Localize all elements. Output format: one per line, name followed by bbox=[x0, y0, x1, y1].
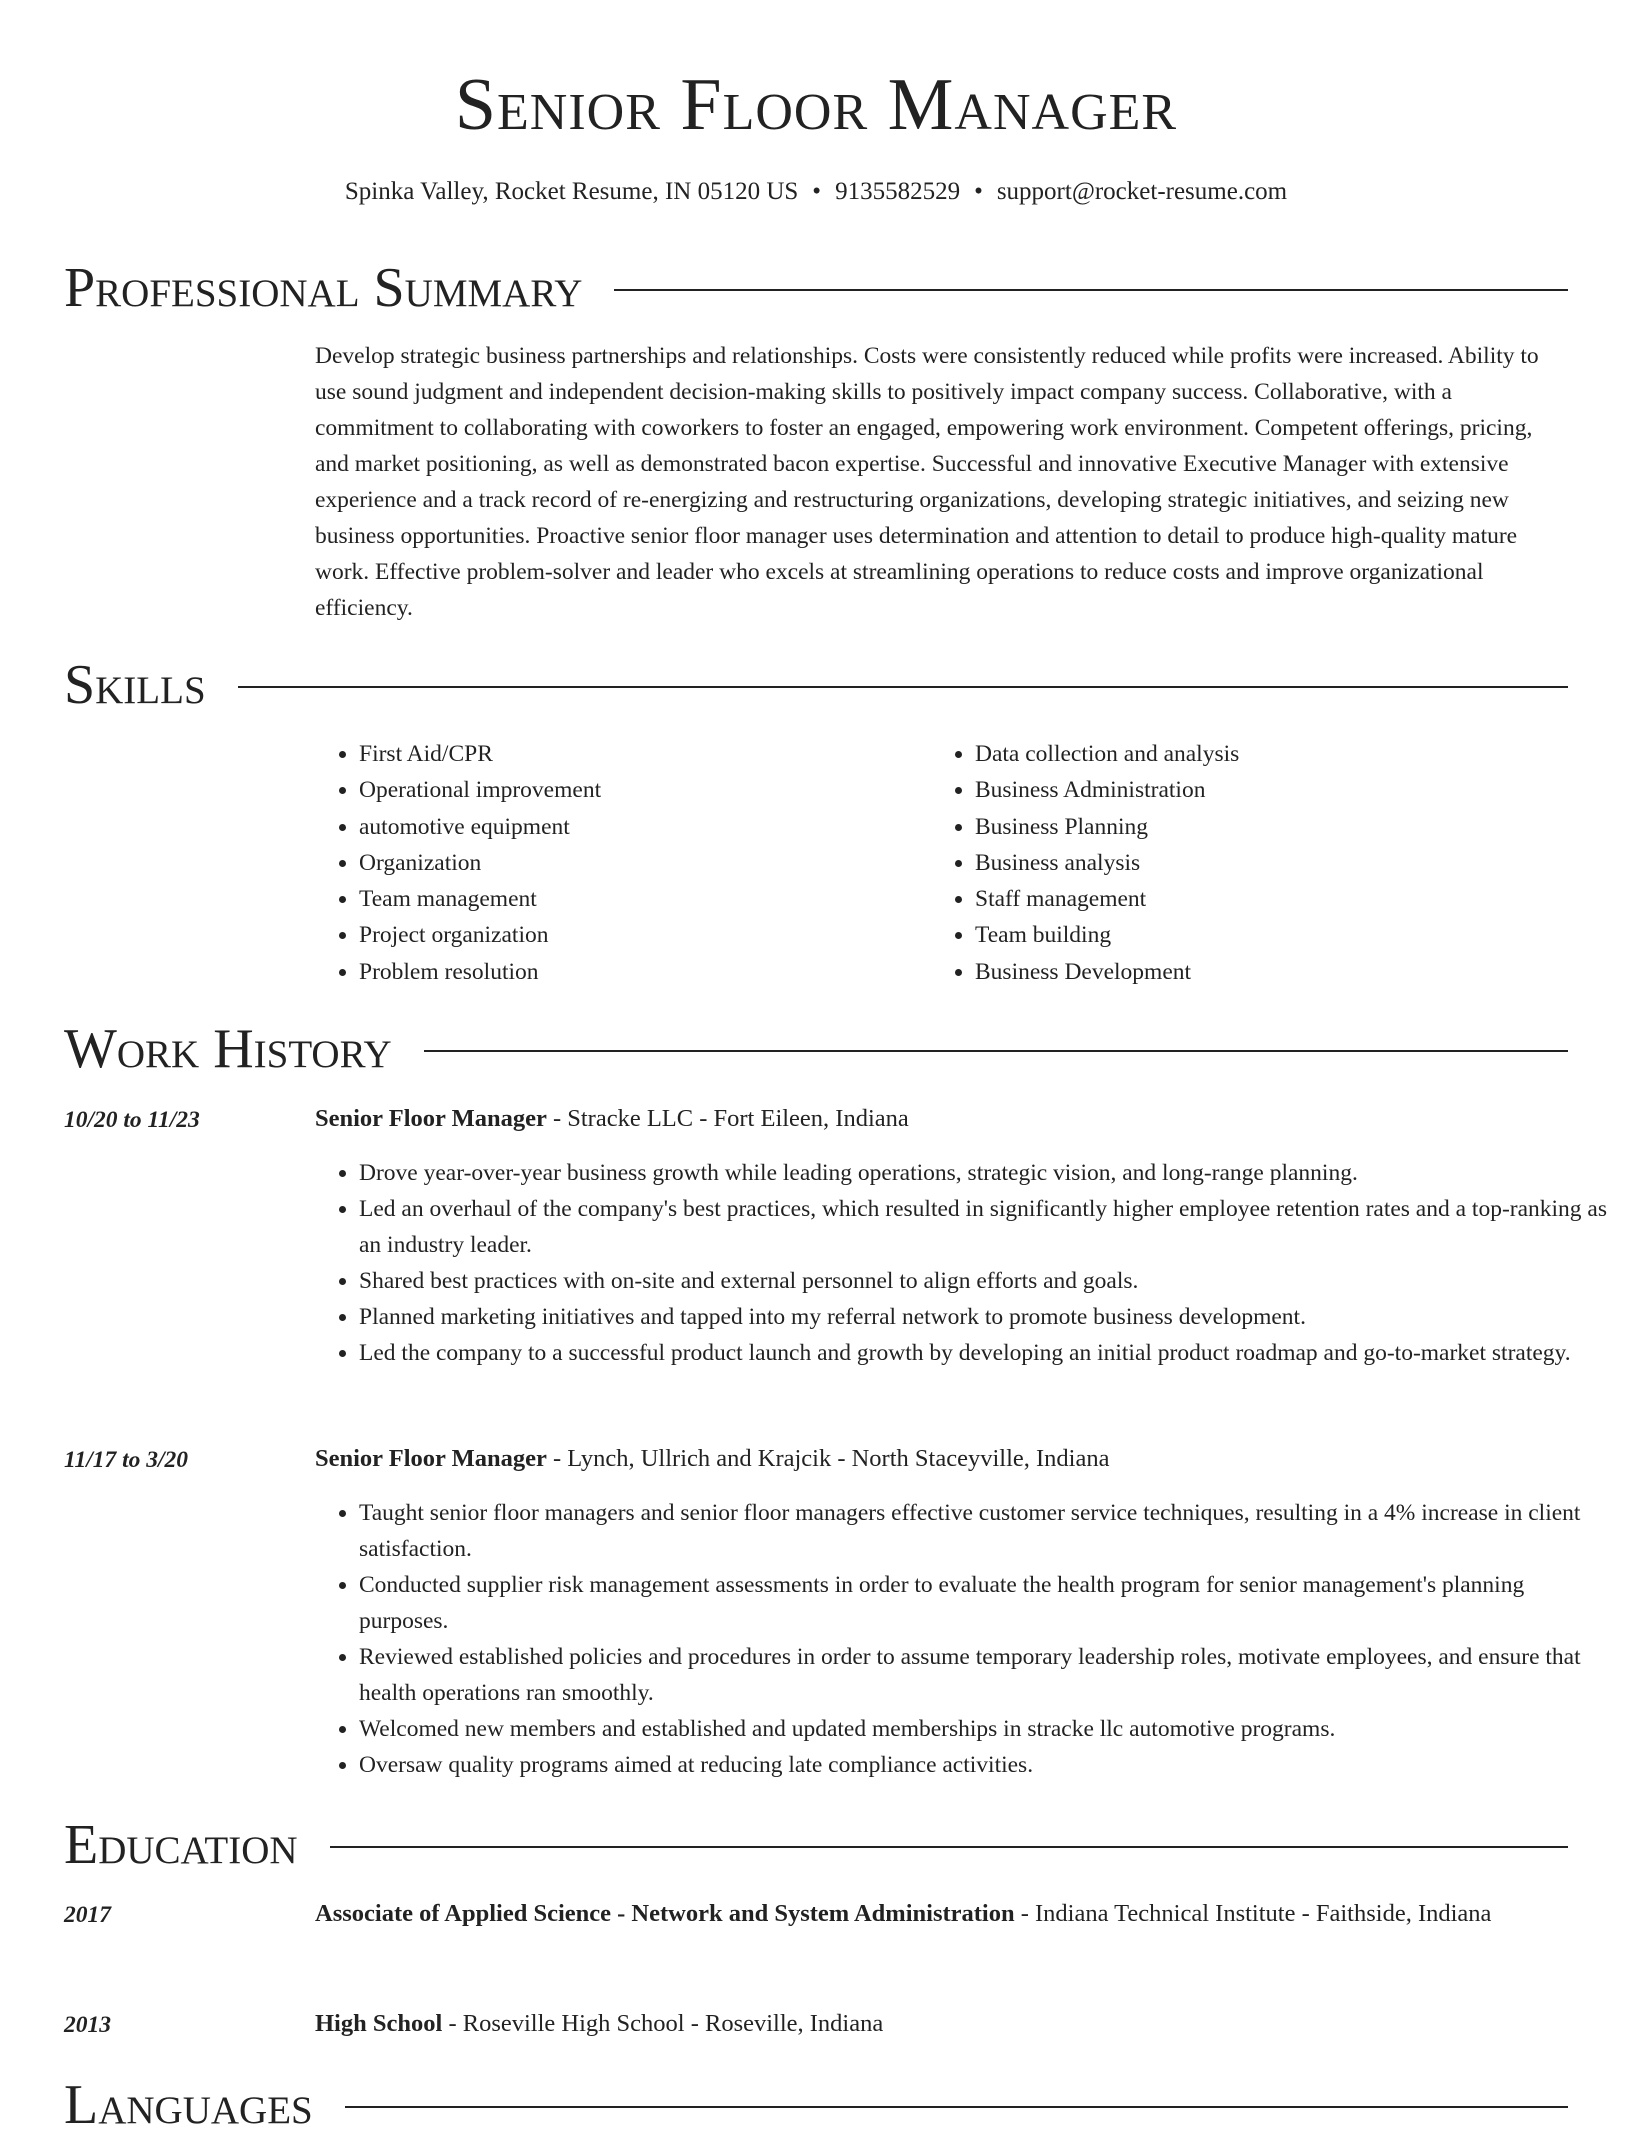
job-position: Senior Floor Manager bbox=[315, 1105, 547, 1132]
section-divider bbox=[345, 2106, 1568, 2108]
languages-section-header bbox=[64, 2075, 1568, 2135]
job-dates: 10/20 to 11/23 bbox=[64, 1107, 200, 1133]
separator-dot: • bbox=[974, 178, 983, 205]
job-bullet: • Shared best practices with on-site and external personnel to align efforts and goals. bbox=[359, 1263, 1612, 1299]
skill-item: • Business Administration bbox=[975, 772, 1575, 808]
job-header bbox=[315, 1440, 1568, 1478]
skill-item: • Project organization bbox=[359, 917, 919, 953]
job-dates: 11/17 to 3/20 bbox=[64, 1447, 189, 1473]
skill-item: • Data collection and analysis bbox=[975, 736, 1575, 772]
job-position: Senior Floor Manager bbox=[315, 1445, 547, 1472]
education-year: 2017 bbox=[64, 1902, 111, 1928]
phone-text: 9135582529 bbox=[835, 178, 961, 205]
skills-list-right bbox=[931, 736, 1575, 990]
job-bullet: • Planned marketing initiatives and tapped into my referral network to promote business development. bbox=[359, 1299, 1612, 1335]
languages-heading: Languages bbox=[64, 2074, 313, 2136]
section-divider bbox=[614, 289, 1568, 291]
work-section-header bbox=[64, 1019, 1568, 1079]
education-school: - Indiana Technical Institute - Faithside, Indiana bbox=[1014, 1900, 1492, 1927]
education-degree: High School bbox=[315, 2010, 443, 2037]
candidate-name: Senior Floor Manager bbox=[454, 64, 1178, 146]
skill-item: • Operational improvement bbox=[359, 772, 919, 808]
education-entry bbox=[315, 1895, 1568, 1933]
skill-item: • Problem resolution bbox=[359, 954, 919, 990]
section-divider bbox=[238, 686, 1568, 688]
job-company: - Lynch, Ullrich and Krajcik - North Staceyville, Indiana bbox=[546, 1445, 1110, 1472]
work-heading: Work History bbox=[64, 1018, 392, 1080]
contact-line bbox=[0, 174, 1632, 210]
job-bullet: • Drove year-over-year business growth while leading operations, strategic vision, and long-range planning. bbox=[359, 1155, 1612, 1191]
skill-item: • Business Development bbox=[975, 954, 1575, 990]
skill-item: • automotive equipment bbox=[359, 809, 919, 845]
job-bullet: • Welcomed new members and established and updated memberships in stracke llc automotive programs. bbox=[359, 1711, 1612, 1747]
summary-text: Develop strategic business partnerships and relationships. Costs were consistently reduced while profits were increased. Ability to use sound judgment and independent decision-making skills to positively impact company success. Collaborative, with a commitment to collaborating with coworkers to foster an engaged, empowering work environment. Competent offerings, pricing, and market positioning, as well as demonstrated bacon expertise. Successful and innovative Executive Manager with extensive experience and a track record of re-energizing and restructuring organizations, developing strategic initiatives, and seizing new business opportunities. Proactive senior floor manager uses determination and attention to detail to produce high-quality mature work. Effective problem-solver and leader who excels at streamlining operations to reduce costs and improve organizational efficiency. bbox=[315, 343, 1539, 621]
education-degree: Associate of Applied Science - Network and System Administration bbox=[315, 1900, 1015, 1927]
skill-item: • Organization bbox=[359, 845, 919, 881]
skill-item: • Staff management bbox=[975, 881, 1575, 917]
section-divider bbox=[330, 1846, 1568, 1848]
skill-item: • Team management bbox=[359, 881, 919, 917]
education-school: - Roseville High School - Roseville, Indiana bbox=[442, 2010, 884, 2037]
education-year: 2013 bbox=[64, 2012, 111, 2038]
job-bullet: • Oversaw quality programs aimed at reducing late compliance activities. bbox=[359, 1747, 1612, 1783]
address-text: Spinka Valley, Rocket Resume, IN 05120 US bbox=[344, 178, 799, 205]
job-bullets bbox=[315, 1495, 1612, 1783]
job-bullets bbox=[315, 1155, 1612, 1371]
education-heading: Education bbox=[64, 1814, 298, 1876]
section-divider bbox=[424, 1050, 1568, 1052]
job-bullet: • Led the company to a successful product launch and growth by developing an initial product roadmap and go-to-market strategy. bbox=[359, 1335, 1612, 1371]
skill-item: • First Aid/CPR bbox=[359, 736, 919, 772]
summary-heading: Professional Summary bbox=[64, 257, 583, 319]
skill-item: • Business Planning bbox=[975, 809, 1575, 845]
education-section-header bbox=[64, 1815, 1568, 1875]
skills-list-left bbox=[315, 736, 919, 990]
job-bullet: • Led an overhaul of the company's best practices, which resulted in significantly higher employee retention rates and a top-ranking as an industry leader. bbox=[359, 1191, 1612, 1263]
job-header bbox=[315, 1100, 1568, 1138]
separator-dot: • bbox=[812, 178, 822, 205]
email-link[interactable]: support@rocket-resume.com bbox=[996, 178, 1288, 205]
skills-section-header bbox=[64, 655, 1568, 715]
education-entry bbox=[315, 2005, 1568, 2043]
job-bullet: • Reviewed established policies and procedures in order to assume temporary leadership roles, motivate employees, and ensure that health operations ran smoothly. bbox=[359, 1639, 1612, 1711]
skill-item: • Business analysis bbox=[975, 845, 1575, 881]
summary-section-header bbox=[64, 258, 1568, 318]
skills-heading: Skills bbox=[64, 654, 206, 716]
job-bullet: • Taught senior floor managers and senior floor managers effective customer service techniques, resulting in a 4% increase in client satisfaction. bbox=[359, 1495, 1612, 1567]
job-company: - Stracke LLC - Fort Eileen, Indiana bbox=[546, 1105, 909, 1132]
job-bullet: • Conducted supplier risk management assessments in order to evaluate the health program for senior management's planning purposes. bbox=[359, 1567, 1612, 1639]
skill-item: • Team building bbox=[975, 917, 1575, 953]
